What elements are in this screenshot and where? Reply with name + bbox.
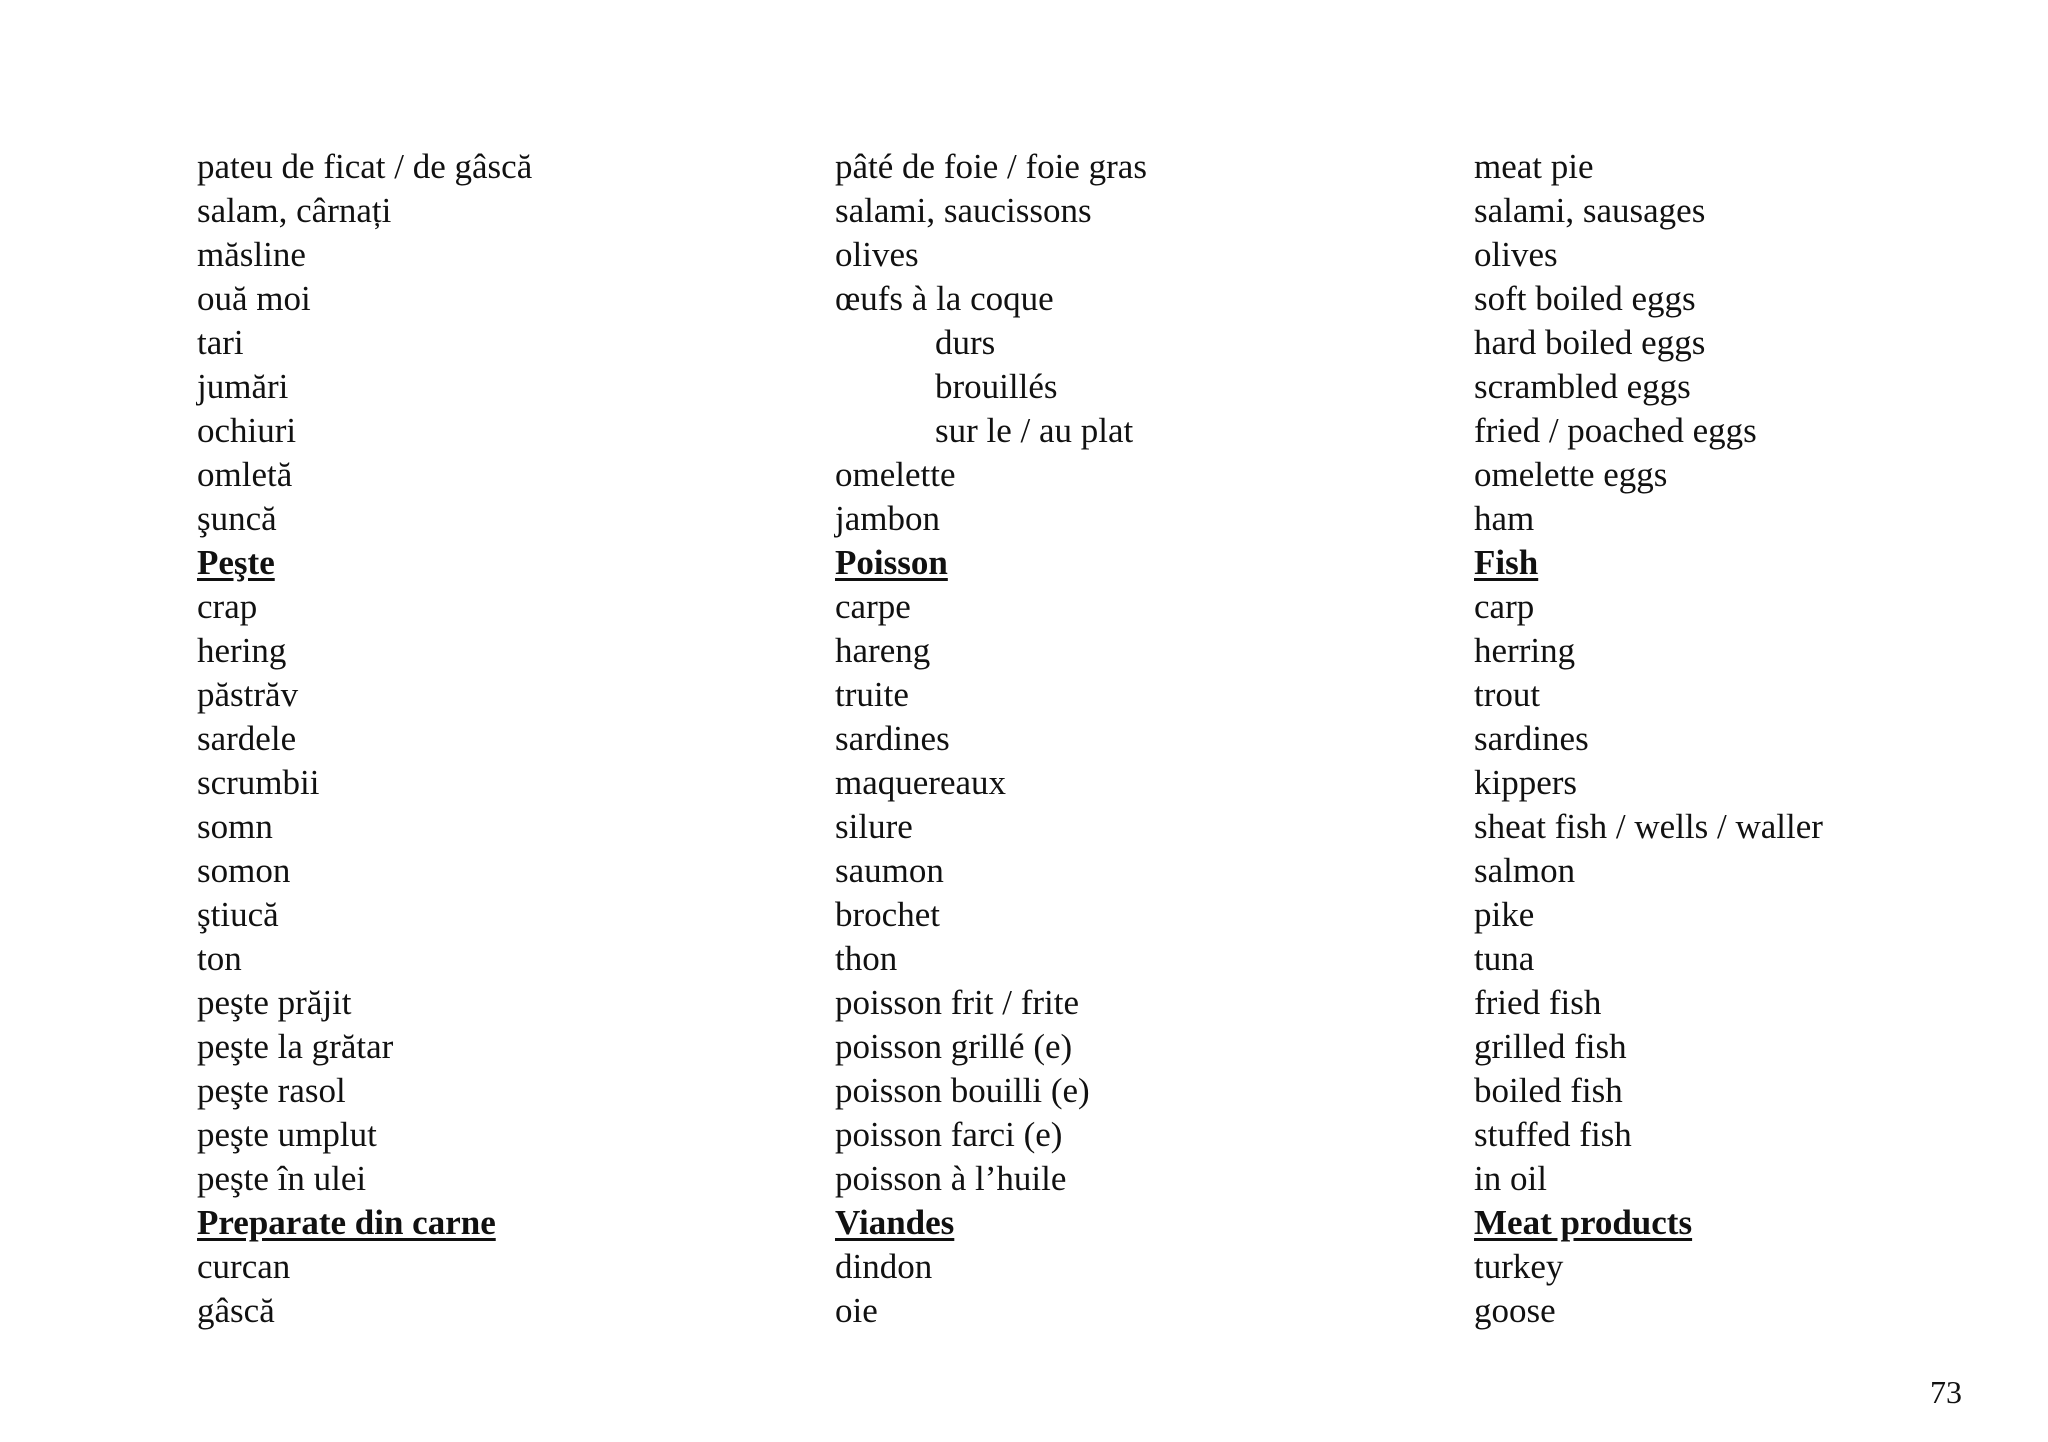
vocabulary-entry: durs [935, 323, 996, 362]
vocabulary-entry: ton [197, 939, 242, 978]
vocabulary-entry: jumări [197, 367, 289, 406]
vocabulary-entry: peşte prăjit [197, 983, 352, 1022]
vocabulary-entry: soft boiled eggs [1474, 279, 1696, 318]
vocabulary-entry: grilled fish [1474, 1027, 1627, 1066]
vocabulary-entry: omelette [835, 455, 956, 494]
vocabulary-entry: curcan [197, 1247, 291, 1286]
vocabulary-entry: ştiucă [197, 895, 279, 934]
vocabulary-entry: brouillés [935, 367, 1058, 406]
vocabulary-entry: pâté de foie / foie gras [835, 147, 1147, 186]
section-heading: Poisson [835, 543, 948, 582]
vocabulary-entry: in oil [1474, 1159, 1547, 1198]
french-column [835, 145, 1455, 1333]
vocabulary-entry: scrumbii [197, 763, 320, 802]
vocabulary-entry: thon [835, 939, 898, 978]
vocabulary-entry: tuna [1474, 939, 1535, 978]
vocabulary-entry: somon [197, 851, 291, 890]
vocabulary-entry: salami, sausages [1474, 191, 1706, 230]
vocabulary-entry: truite [835, 675, 909, 714]
vocabulary-entry: goose [1474, 1291, 1556, 1330]
vocabulary-entry: somn [197, 807, 273, 846]
vocabulary-entry: peşte în ulei [197, 1159, 367, 1198]
page-number: 73 [1930, 1374, 1962, 1410]
vocabulary-entry: maquereaux [835, 763, 1007, 802]
vocabulary-entry: herring [1474, 631, 1576, 670]
vocabulary-entry: tari [197, 323, 244, 362]
vocabulary-entry: meat pie [1474, 147, 1594, 186]
vocabulary-entry: silure [835, 807, 913, 846]
vocabulary-entry: omletă [197, 455, 293, 494]
vocabulary-entry: peşte umplut [197, 1115, 377, 1154]
section-heading: Viandes [835, 1203, 955, 1242]
vocabulary-entry: pike [1474, 895, 1535, 934]
vocabulary-entry: oie [835, 1291, 878, 1330]
section-heading: Preparate din carne [197, 1203, 496, 1242]
vocabulary-entry: ham [1474, 499, 1535, 538]
romanian-column [197, 145, 817, 1333]
vocabulary-entry: peşte rasol [197, 1071, 346, 1110]
vocabulary-entry: sardines [835, 719, 950, 758]
vocabulary-entry: dindon [835, 1247, 933, 1286]
vocabulary-entry: hering [197, 631, 287, 670]
vocabulary-entry: poisson à l’huile [835, 1159, 1067, 1198]
vocabulary-entry: trout [1474, 675, 1541, 714]
english-column [1474, 145, 2034, 1333]
vocabulary-entry: brochet [835, 895, 940, 934]
vocabulary-entry: măsline [197, 235, 306, 274]
vocabulary-entry: hareng [835, 631, 931, 670]
vocabulary-entry: sheat fish / wells / waller [1474, 807, 1823, 846]
section-heading: Fish [1474, 543, 1539, 582]
section-heading: Peşte [197, 543, 275, 582]
vocabulary-entry: gâscă [197, 1291, 275, 1330]
vocabulary-entry: poisson frit / frite [835, 983, 1079, 1022]
vocabulary-entry: peşte la grătar [197, 1027, 394, 1066]
vocabulary-entry: ouă moi [197, 279, 311, 318]
vocabulary-entry: crap [197, 587, 258, 626]
vocabulary-entry: jambon [835, 499, 940, 538]
vocabulary-entry: turkey [1474, 1247, 1564, 1286]
section-heading: Meat products [1474, 1203, 1693, 1242]
vocabulary-entry: olives [835, 235, 919, 274]
vocabulary-entry: sardele [197, 719, 297, 758]
vocabulary-entry: fried fish [1474, 983, 1602, 1022]
vocabulary-entry: carpe [835, 587, 911, 626]
vocabulary-entry: saumon [835, 851, 944, 890]
vocabulary-entry: hard boiled eggs [1474, 323, 1706, 362]
vocabulary-entry: omelette eggs [1474, 455, 1668, 494]
vocabulary-entry: scrambled eggs [1474, 367, 1691, 406]
vocabulary-entry: kippers [1474, 763, 1578, 802]
vocabulary-entry: salami, saucissons [835, 191, 1092, 230]
vocabulary-entry: poisson grillé (e) [835, 1027, 1073, 1066]
vocabulary-entry: păstrăv [197, 675, 299, 714]
vocabulary-entry: fried / poached eggs [1474, 411, 1757, 450]
vocabulary-entry: olives [1474, 235, 1558, 274]
vocabulary-entry: salam, cârnați [197, 191, 392, 230]
vocabulary-entry: poisson farci (e) [835, 1115, 1063, 1154]
vocabulary-entry: pateu de ficat / de gâscă [197, 147, 533, 186]
vocabulary-entry: ochiuri [197, 411, 297, 450]
vocabulary-entry: stuffed fish [1474, 1115, 1632, 1154]
vocabulary-entry: sur le / au plat [935, 411, 1134, 450]
vocabulary-entry: sardines [1474, 719, 1589, 758]
vocabulary-entry: poisson bouilli (e) [835, 1071, 1090, 1110]
vocabulary-entry: œufs à la coque [835, 279, 1054, 318]
vocabulary-entry: salmon [1474, 851, 1576, 890]
vocabulary-entry: boiled fish [1474, 1071, 1623, 1110]
vocabulary-entry: şuncă [197, 499, 277, 538]
vocabulary-entry: carp [1474, 587, 1535, 626]
